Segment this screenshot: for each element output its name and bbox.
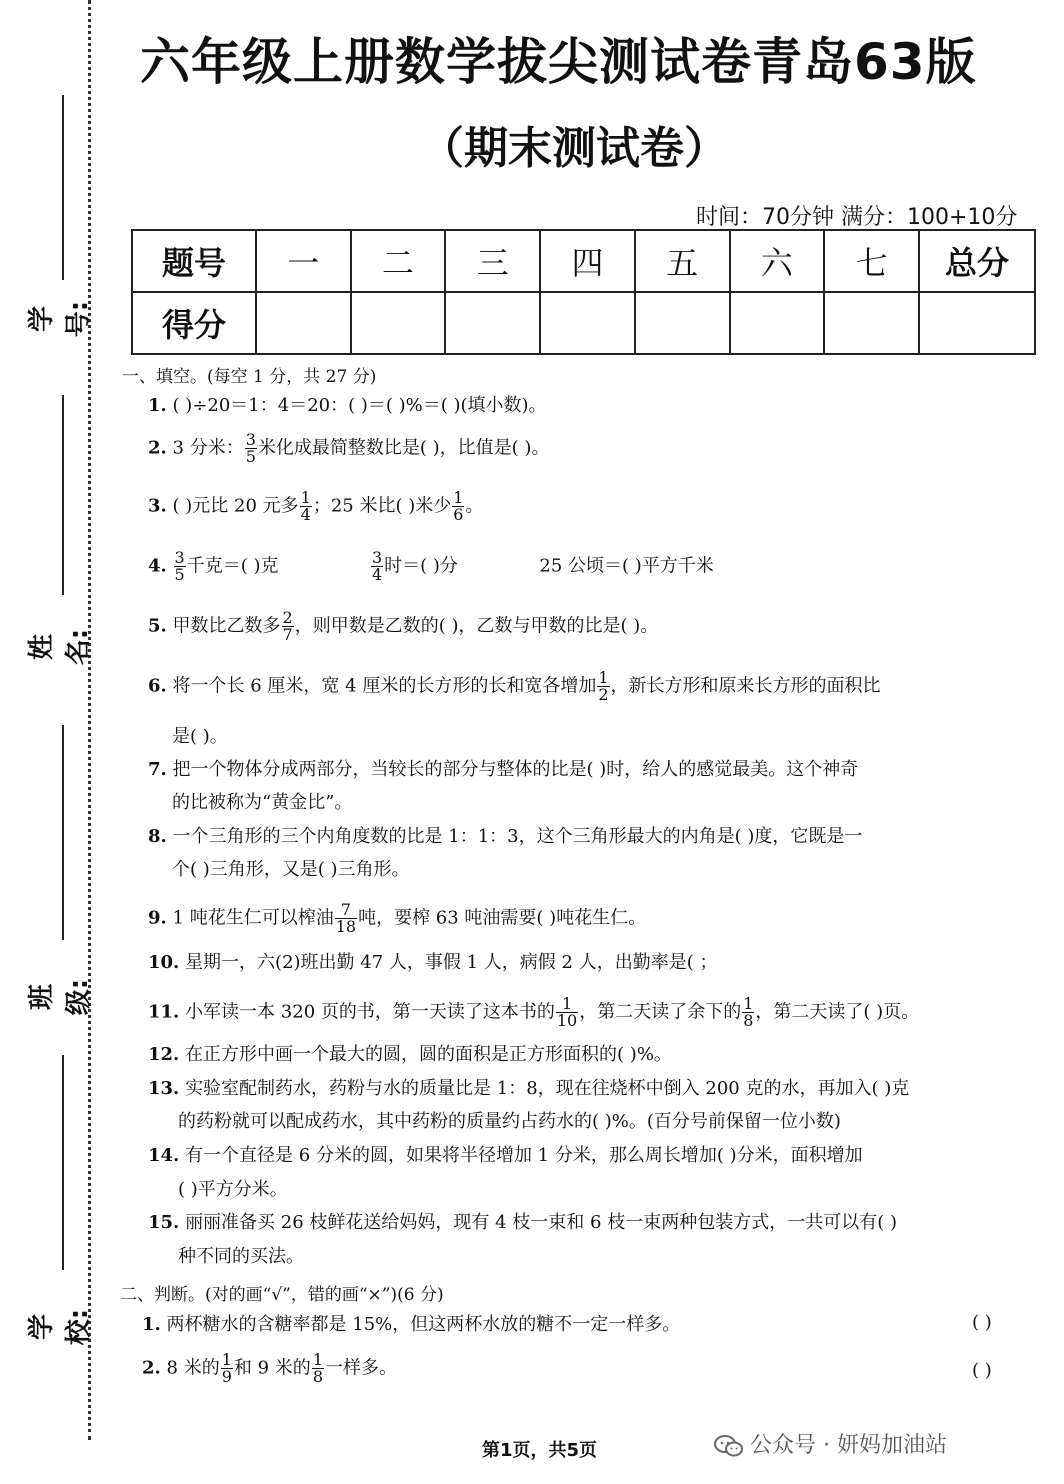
question-5 xyxy=(148,610,658,643)
question-13-cont: 的药粉就可以配成药水，其中药粉的质量约占药水的( )%。(百分号前保留一位小数) xyxy=(178,1111,841,1132)
score-header-cell: 题号 xyxy=(132,230,256,292)
question-14 xyxy=(148,1143,863,1169)
time-score-info: 时间：70分钟 满分：100+10分 xyxy=(696,205,1018,230)
question-text: 3 分米： xyxy=(172,437,244,459)
score-header-cell: 三 xyxy=(445,230,540,292)
score-header-cell: 六 xyxy=(730,230,825,292)
question-number: 5. xyxy=(148,615,167,637)
section2-heading: 二、判断。(对的画“√”，错的画“×”)(6 分) xyxy=(120,1285,444,1305)
school-label: 学校: xyxy=(27,1308,94,1346)
wechat-icon xyxy=(714,1435,744,1457)
question-number: 9. xyxy=(148,907,167,929)
watermark-text: 公众号 · 妍妈加油站 xyxy=(750,1433,947,1458)
score-input-cell[interactable] xyxy=(824,292,919,354)
page-title: 六年级上册数学拔尖测试卷青岛63版 xyxy=(140,33,977,91)
fraction: $\frac{7}{18}$ xyxy=(335,900,357,936)
question-8-cont: 个( )三角形，又是( )三角形。 xyxy=(172,859,410,880)
question-text: 实验室配制药水，药粉与水的质量比是 1：8，现在往烧杯中倒入 200 克的水，再加入( )克 xyxy=(185,1078,910,1099)
fraction: $\frac{1}{6}$ xyxy=(453,488,464,524)
judge-answer-box-2[interactable]: ( ) xyxy=(972,1360,992,1381)
question-1 xyxy=(148,393,547,419)
section1-heading: 一、填空。(每空 1 分，共 27 分) xyxy=(122,367,377,387)
name-line xyxy=(62,395,64,595)
question-number: 2. xyxy=(142,1357,161,1379)
question-14-cont: ( )平方分米。 xyxy=(178,1179,288,1200)
question-6-cont: 是( )。 xyxy=(172,726,228,747)
score-table xyxy=(131,229,1036,355)
question-7-cont: 的比被称为“黄金比”。 xyxy=(172,792,353,813)
fraction: $\frac{3}{5}$ xyxy=(174,548,185,584)
question-11 xyxy=(148,996,919,1029)
question-text: 吨，要榨 63 吨油需要( )吨花生仁。 xyxy=(358,907,647,929)
question-text: 小军读一本 320 页的书，第一天读了这本书的 xyxy=(185,1001,555,1023)
question-text: ，则甲数是乙数的( )，乙数与甲数的比是( )。 xyxy=(294,615,659,637)
question-12 xyxy=(148,1042,672,1068)
question-7 xyxy=(148,757,858,783)
question-3 xyxy=(148,490,483,523)
question-number: 11. xyxy=(148,1001,180,1023)
question-text: 千克＝( )克 xyxy=(186,555,279,577)
question-text: 一个三角形的三个内角度数的比是 1：1：3，这个三角形最大的内角是( )度，它既是一 xyxy=(172,826,863,847)
score-header-cell: 五 xyxy=(635,230,730,292)
question-text: 星期一，六(2)班出勤 47 人，事假 1 人，病假 2 人，出勤率是( ； xyxy=(185,952,718,973)
question-number: 15. xyxy=(148,1212,180,1233)
fraction: $\frac{1}{9}$ xyxy=(221,1350,232,1386)
question-6 xyxy=(148,670,881,703)
fraction: $\frac{2}{7}$ xyxy=(282,608,293,644)
question-text: 把一个物体分成两部分，当较长的部分与整体的比是( )时，给人的感觉最美。这个神奇 xyxy=(172,759,859,780)
question-15-cont: 种不同的买法。 xyxy=(178,1246,304,1267)
fraction: $\frac{1}{4}$ xyxy=(300,488,311,524)
score-input-cell[interactable] xyxy=(730,292,825,354)
question-15 xyxy=(148,1210,897,1236)
score-header-cell: 七 xyxy=(824,230,919,292)
question-text: 一样多。 xyxy=(325,1357,397,1379)
name-label: 姓名: xyxy=(27,628,94,666)
question-text: ( )元比 20 元多 xyxy=(172,495,299,517)
question-9 xyxy=(148,902,646,935)
question-text: ；25 米比( )米少 xyxy=(312,495,452,517)
fraction: $\frac{1}{8}$ xyxy=(743,994,754,1030)
question-number: 4. xyxy=(148,555,167,577)
fraction: $\frac{1}{8}$ xyxy=(312,1350,323,1386)
question-text: 时＝( )分 xyxy=(384,555,458,577)
fraction: $\frac{3}{5}$ xyxy=(245,430,256,466)
school-line xyxy=(62,1055,64,1270)
fraction: $\frac{1}{10}$ xyxy=(556,994,578,1030)
question-text: 两杯糖水的含糖率都是 15%，但这两杯水放的糖不一定一样多。 xyxy=(166,1314,681,1335)
question-number: 2. xyxy=(148,437,167,459)
fraction: $\frac{1}{2}$ xyxy=(598,668,609,704)
question-text: 在正方形中画一个最大的圆，圆的面积是正方形面积的( )%。 xyxy=(185,1044,672,1065)
score-input-cell[interactable] xyxy=(351,292,446,354)
fraction: $\frac{3}{4}$ xyxy=(371,548,383,584)
question-number: 3. xyxy=(148,495,167,517)
question-number: 12. xyxy=(148,1044,180,1065)
question-text: 有一个直径是 6 分米的圆，如果将半径增加 1 分米，那么周长增加( )分米，面积增加 xyxy=(185,1145,863,1166)
question-13 xyxy=(148,1076,909,1102)
score-header-cell: 四 xyxy=(540,230,635,292)
page-subtitle: （期末测试卷） xyxy=(420,123,728,174)
question-2 xyxy=(148,432,549,465)
question-text: 1 吨花生仁可以榨油 xyxy=(172,907,334,929)
score-input-cell[interactable] xyxy=(256,292,351,354)
judge-answer-box-1[interactable]: ( ) xyxy=(972,1312,992,1333)
score-input-cell[interactable] xyxy=(445,292,540,354)
question-10 xyxy=(148,950,717,976)
class-label: 班级: xyxy=(27,978,94,1016)
question-text: 和 9 米的 xyxy=(233,1357,311,1379)
question-text: ，第二天读了( )页。 xyxy=(755,1001,920,1023)
score-header-cell: 二 xyxy=(351,230,446,292)
question-text: 将一个长 6 厘米，宽 4 厘米的长方形的长和宽各增加 xyxy=(172,675,597,697)
question-text: 甲数比乙数多 xyxy=(172,615,281,637)
student-id-label: 学号: xyxy=(27,300,94,338)
judge-question-2 xyxy=(142,1352,397,1385)
score-table-score-row xyxy=(132,292,1035,354)
page-number: 第1页，共5页 xyxy=(482,1440,598,1461)
question-text: ，新长方形和原来长方形的面积比 xyxy=(610,675,881,697)
watermark xyxy=(714,1428,947,1459)
score-table-header-row xyxy=(132,230,1035,292)
question-text: 8 米的 xyxy=(166,1357,220,1379)
class-line xyxy=(62,725,64,940)
score-header-cell: 总分 xyxy=(919,230,1035,292)
question-number: 10. xyxy=(148,952,180,973)
question-text: ( )÷20＝1：4＝20：( )＝( )%＝( )(填小数)。 xyxy=(172,395,547,416)
score-header-cell: 一 xyxy=(256,230,351,292)
score-input-cell[interactable] xyxy=(635,292,730,354)
question-number: 7. xyxy=(148,759,167,780)
question-8 xyxy=(148,824,862,850)
question-text: ，第二天读了余下的 xyxy=(579,1001,742,1023)
question-text: 。 xyxy=(465,495,484,517)
binding-dotted-line xyxy=(88,0,91,1440)
score-input-cell[interactable] xyxy=(919,292,1035,354)
question-text: 米化成最简整数比是( )，比值是( )。 xyxy=(257,437,550,459)
student-id-line xyxy=(62,95,64,280)
question-number: 1. xyxy=(142,1314,161,1335)
question-text: 25 公顷＝( )平方千米 xyxy=(539,555,714,577)
question-number: 14. xyxy=(148,1145,180,1166)
question-number: 6. xyxy=(148,675,167,697)
score-input-cell[interactable] xyxy=(540,292,635,354)
judge-question-1 xyxy=(142,1312,680,1338)
question-number: 13. xyxy=(148,1078,180,1099)
score-row-label: 得分 xyxy=(132,292,256,354)
question-4 xyxy=(148,550,714,583)
question-text: 丽丽准备买 26 枝鲜花送给妈妈，现有 4 枝一束和 6 枝一束两种包装方式，一共可以有( ) xyxy=(185,1212,897,1233)
question-number: 1. xyxy=(148,395,167,416)
question-number: 8. xyxy=(148,826,167,847)
